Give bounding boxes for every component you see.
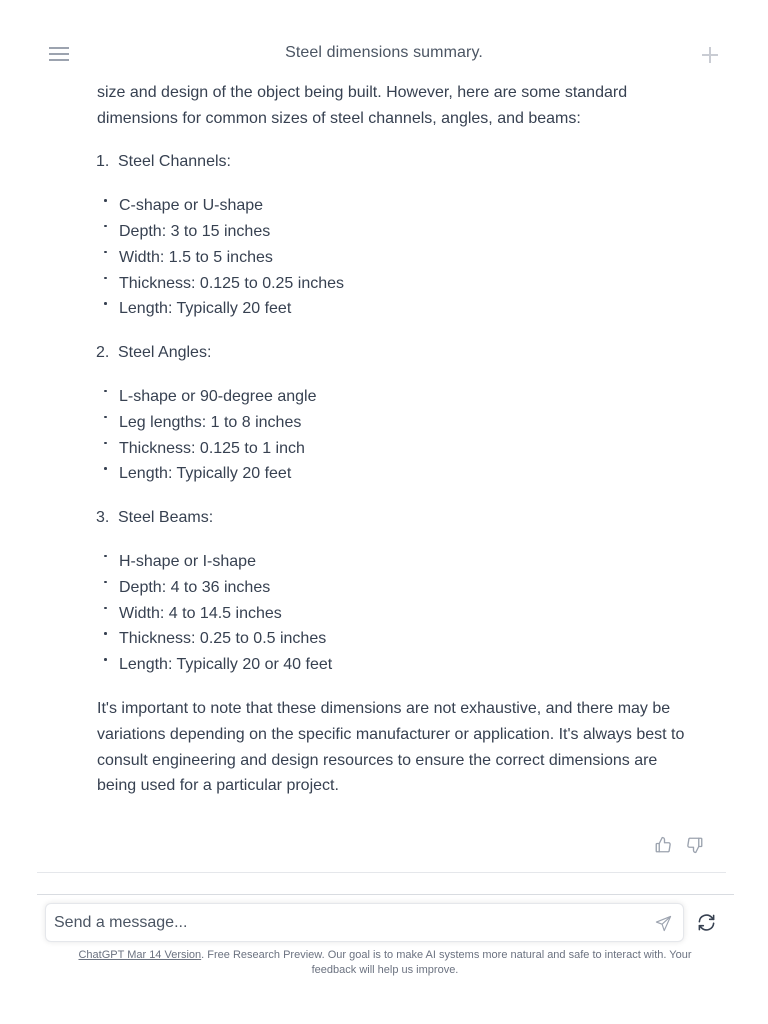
list-item: Length: Typically 20 or 40 feet bbox=[97, 652, 697, 678]
section-number: 3. bbox=[96, 509, 110, 527]
list-item: Width: 4 to 14.5 inches bbox=[97, 601, 697, 627]
assistant-message bbox=[97, 54, 697, 799]
list-item: Leg lengths: 1 to 8 inches bbox=[97, 410, 697, 436]
list-item: Length: Typically 20 feet bbox=[97, 461, 697, 487]
send-icon[interactable] bbox=[655, 915, 672, 932]
list-item: Thickness: 0.125 to 1 inch bbox=[97, 436, 697, 462]
section-number: 1. bbox=[96, 153, 110, 171]
closing-paragraph: It's important to note that these dimensions are not exhaustive, and there may be variations depending on the specific manufacturer or application. It's always best to consult engineering and design resources to ensure the correct dimensions are being used for a particular project. bbox=[97, 699, 685, 795]
divider bbox=[37, 872, 726, 873]
intro-paragraph: size and design of the object being built. However, here are some standard dimensions for common sizes of steel channels, angles, and beams: bbox=[97, 83, 628, 127]
section-title: Steel Angles: bbox=[118, 344, 212, 362]
thumbs-up-icon[interactable] bbox=[654, 836, 672, 854]
message-input[interactable] bbox=[54, 904, 644, 941]
list-item: Width: 1.5 to 5 inches bbox=[97, 245, 697, 271]
list-item: C-shape or U-shape bbox=[97, 193, 697, 219]
message-composer bbox=[45, 903, 684, 942]
section-title: Steel Beams: bbox=[118, 509, 214, 527]
list-item: H-shape or I-shape bbox=[97, 549, 697, 575]
footer-text: . Free Research Preview. Our goal is to make AI systems more natural and safe to interact with. Your feedback will help us improve. bbox=[201, 949, 692, 976]
list-item: Thickness: 0.125 to 0.25 inches bbox=[97, 271, 697, 297]
plus-icon[interactable] bbox=[701, 46, 719, 64]
thumbs-down-icon[interactable] bbox=[686, 836, 704, 854]
list-item: Depth: 4 to 36 inches bbox=[97, 575, 697, 601]
list-item: Length: Typically 20 feet bbox=[97, 296, 697, 322]
section-channels bbox=[97, 149, 697, 322]
list-item: Depth: 3 to 15 inches bbox=[97, 219, 697, 245]
bullet-list bbox=[97, 384, 697, 487]
section-number: 2. bbox=[96, 344, 110, 362]
section-title: Steel Channels: bbox=[118, 153, 231, 171]
version-link[interactable]: ChatGPT Mar 14 Version bbox=[78, 949, 202, 961]
section-heading bbox=[97, 505, 697, 531]
bullet-list bbox=[97, 193, 697, 322]
footer-disclaimer bbox=[60, 948, 710, 977]
conversation-title: Steel dimensions summary. bbox=[285, 44, 483, 61]
section-heading bbox=[97, 340, 697, 366]
section-heading bbox=[97, 149, 697, 175]
list-item: L-shape or 90-degree angle bbox=[97, 384, 697, 410]
regenerate-icon[interactable] bbox=[697, 913, 716, 932]
section-angles bbox=[97, 340, 697, 487]
divider bbox=[37, 894, 734, 895]
top-bar bbox=[0, 0, 768, 80]
section-beams bbox=[97, 505, 697, 678]
list-item: Thickness: 0.25 to 0.5 inches bbox=[97, 626, 697, 652]
bullet-list bbox=[97, 549, 697, 678]
feedback-buttons bbox=[654, 836, 704, 854]
